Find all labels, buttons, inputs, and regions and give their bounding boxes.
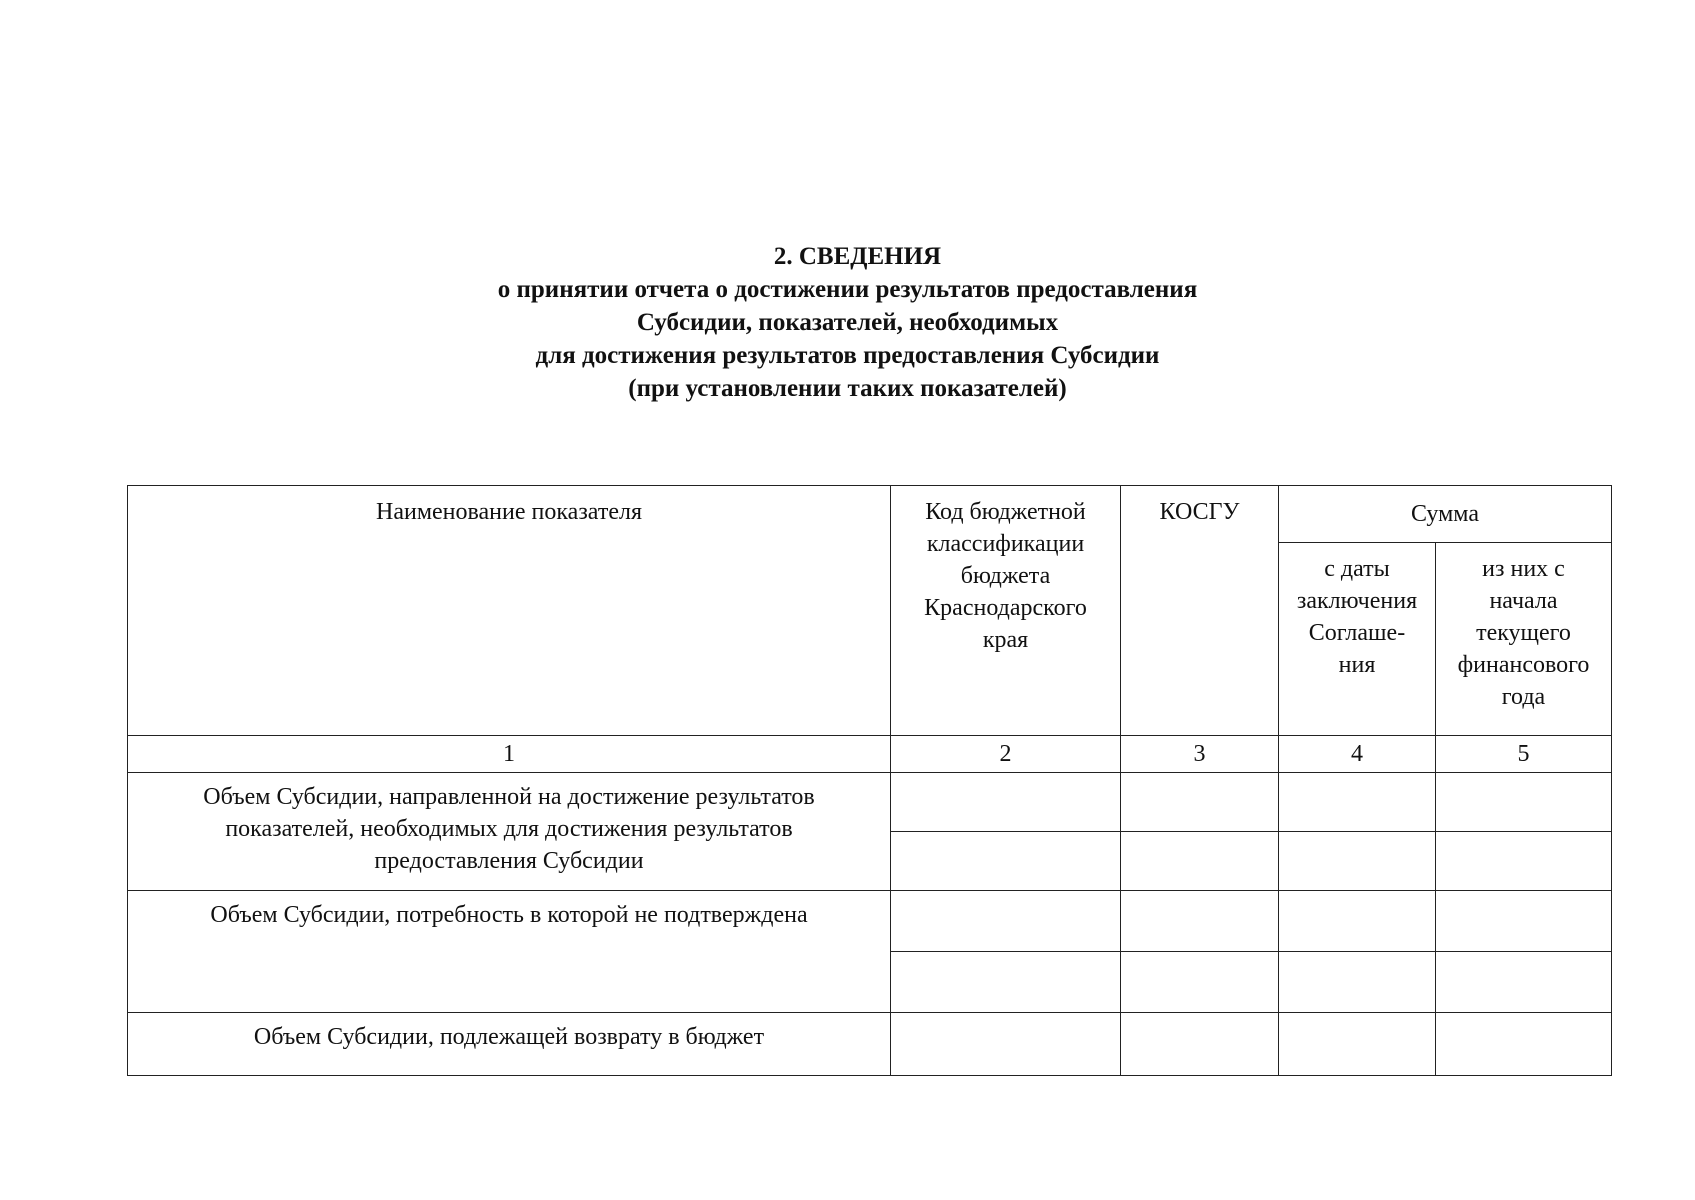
table-cell <box>891 952 1121 1013</box>
table-cell <box>1121 832 1279 891</box>
heading-line-3: для достижения результатов предоставления Субсидии <box>535 342 1160 369</box>
column-number: 3 <box>1121 736 1279 773</box>
header-sum: Сумма <box>1279 486 1612 543</box>
row-label-subsidy-directed: Объем Субсидии, направленной на достижение результатов показателей, необходимых для достижения результатов предоставления Субсидии <box>128 773 891 891</box>
column-number: 4 <box>1279 736 1436 773</box>
column-number: 2 <box>891 736 1121 773</box>
table-cell <box>1121 952 1279 1013</box>
table-cell <box>1121 1013 1279 1076</box>
table-cell <box>1436 891 1612 952</box>
table-cell <box>1279 891 1436 952</box>
header-since-year-start: из них с начала текущего финансового года <box>1436 543 1612 736</box>
column-number-row <box>128 736 1612 773</box>
table-cell <box>891 773 1121 832</box>
column-number: 1 <box>128 736 891 773</box>
table-cell <box>1279 832 1436 891</box>
report-table <box>127 485 1612 1076</box>
heading-line-1: о принятии отчета о достижении результатов предоставления <box>497 276 1198 303</box>
table-header-row <box>128 486 1612 543</box>
heading-title: 2. СВЕДЕНИЯ <box>773 243 942 270</box>
table-cell <box>891 891 1121 952</box>
table-cell <box>1436 773 1612 832</box>
table-cell <box>1279 773 1436 832</box>
table-cell <box>1279 1013 1436 1076</box>
header-budget-code: Код бюджетной классификации бюджета Краснодарского края <box>891 486 1121 736</box>
header-kosgu: КОСГУ <box>1121 486 1279 736</box>
table-row <box>128 891 1612 952</box>
document-heading <box>0 240 1695 405</box>
table-cell <box>1436 1013 1612 1076</box>
table-row <box>128 773 1612 832</box>
header-indicator-name: Наименование показателя <box>128 486 891 736</box>
table-cell <box>1121 891 1279 952</box>
table-cell <box>1436 952 1612 1013</box>
heading-line-2: Субсидии, показателей, необходимых <box>636 309 1059 336</box>
column-number: 5 <box>1436 736 1612 773</box>
row-label-subsidy-refund: Объем Субсидии, подлежащей возврату в бюджет <box>128 1013 891 1076</box>
header-since-agreement: с даты заключения Соглаше- ния <box>1279 543 1436 736</box>
heading-line-4: (при установлении таких показателей) <box>628 375 1067 402</box>
table-cell <box>891 1013 1121 1076</box>
row-label-subsidy-unconfirmed: Объем Субсидии, потребность в которой не подтверждена <box>128 891 891 1013</box>
table-cell <box>1121 773 1279 832</box>
table-cell <box>891 832 1121 891</box>
table-cell <box>1436 832 1612 891</box>
table-cell <box>1279 952 1436 1013</box>
table-row <box>128 1013 1612 1076</box>
